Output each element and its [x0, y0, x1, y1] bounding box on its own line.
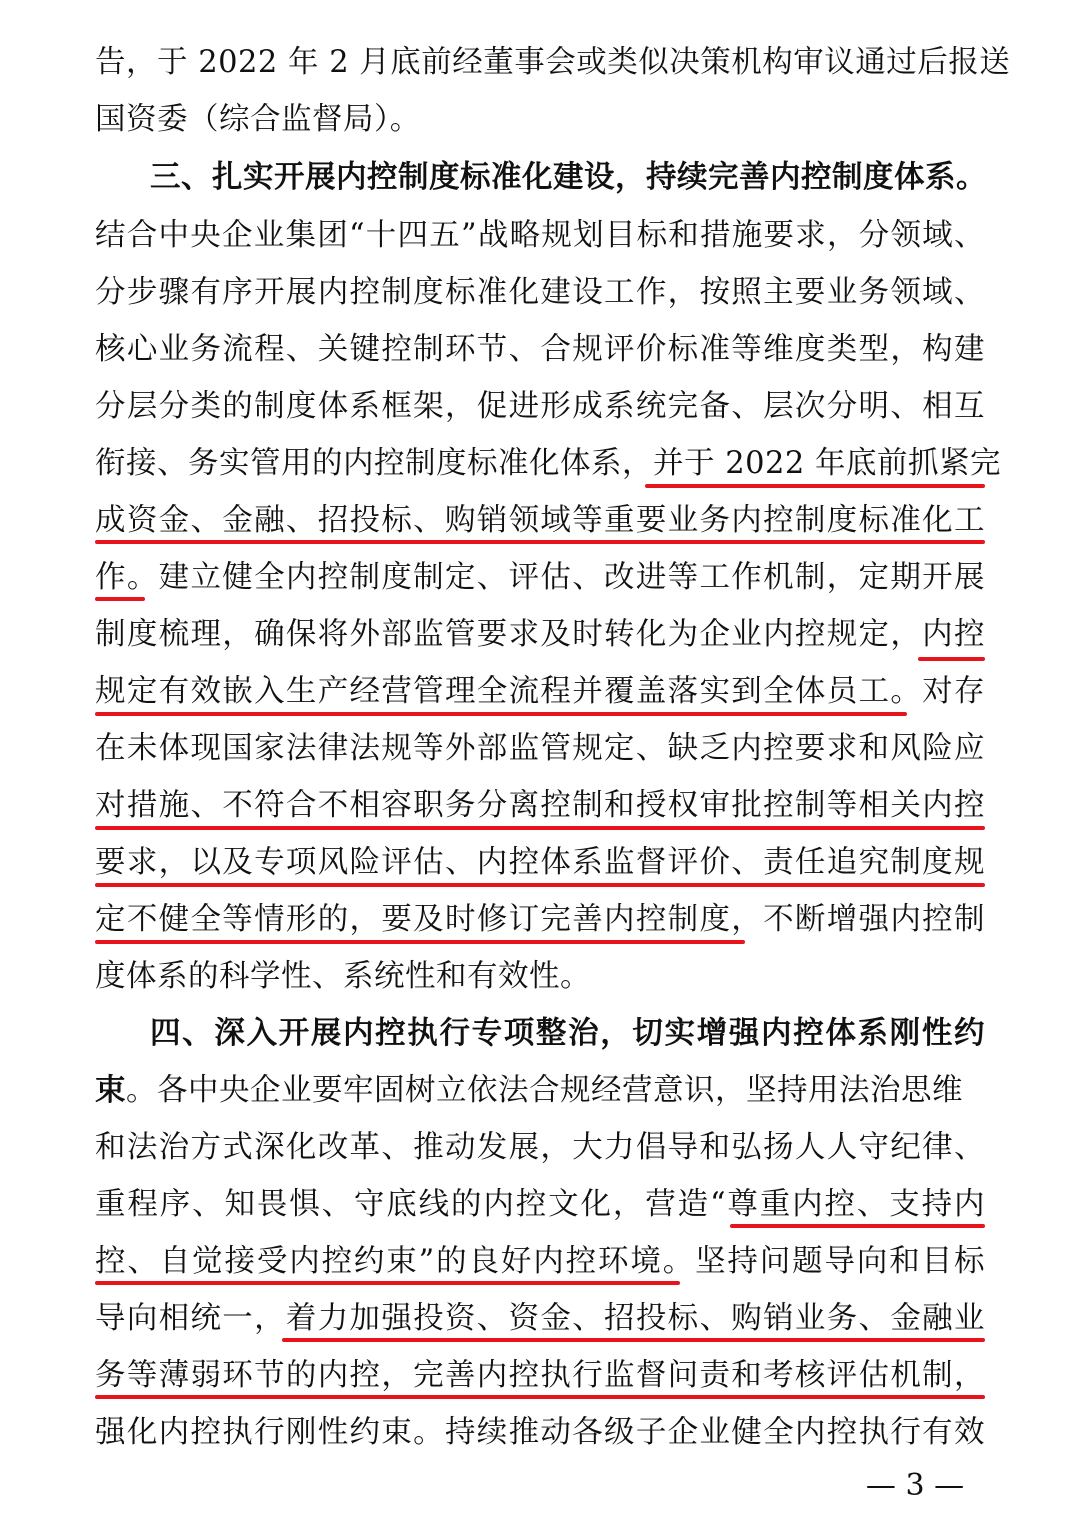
section-heading-4: 四、深入开展内控执行专项整治，切实增强内控体系刚性约: [150, 1016, 985, 1051]
text-line: 衔接、务实管用的内控制度标准化体系，并于 2022 年底前抓紧完: [95, 446, 1002, 481]
text-line: 控、自觉接受内控约束”的良好内控环境。坚持问题导向和目标: [95, 1244, 985, 1279]
red-underline: [95, 940, 745, 944]
text-line: 重程序、知畏惧、守底线的内控文化，营造“尊重内控、支持内: [95, 1187, 985, 1222]
text-line: 告，于 2022 年 2 月底前经董事会或类似决策机构审议通过后报送: [95, 45, 1011, 80]
red-underline: [730, 1224, 985, 1228]
text-line: 作。建立健全内控制度制定、评估、改进等工作机制，定期开展: [95, 560, 985, 595]
text-line: 度体系的科学性、系统性和有效性。: [95, 959, 591, 994]
red-underline: [95, 1281, 680, 1285]
text-line: 强化内控执行刚性约束。持续推动各级子企业健全内控执行有效: [95, 1415, 985, 1450]
red-underline: [282, 1338, 985, 1342]
text-line: 分层分类的制度体系框架，促进形成系统完备、层次分明、相互: [95, 389, 985, 424]
text-line: 国资委（综合监督局）。: [95, 102, 421, 137]
text-span: 。各中央企业要牢固树立依法合规经营意识，坚持用法治思维: [126, 1073, 963, 1108]
red-underline: [95, 883, 985, 887]
red-underline: [645, 484, 985, 488]
red-underline: [95, 540, 985, 544]
section-heading-3: 三、扎实开展内控制度标准化建设，持续完善内控制度体系。: [150, 160, 987, 195]
text-line: 核心业务流程、关键控制环节、合规评价标准等维度类型，构建: [95, 332, 985, 367]
section-heading-4-end: 束: [95, 1073, 126, 1108]
text-line: 结合中央企业集团“十四五”战略规划目标和措施要求，分领域、: [95, 218, 985, 253]
text-line: 和法治方式深化改革、推动发展，大力倡导和弘扬人人守纪律、: [95, 1130, 985, 1165]
red-underline: [95, 597, 145, 601]
page-number: — 3 —: [865, 1468, 965, 1503]
text-line: 在未体现国家法律法规等外部监管规定、缺乏内控要求和风险应: [95, 731, 985, 766]
text-line: 规定有效嵌入生产经营管理全流程并覆盖落实到全体员工。对存: [95, 674, 985, 709]
red-underline: [918, 657, 985, 661]
text-line-mixed: [95, 1071, 985, 1111]
text-line: 定不健全等情形的，要及时修订完善内控制度，不断增强内控制: [95, 902, 985, 937]
text-line: 对措施、不符合不相容职务分离控制和授权审批控制等相关内控: [95, 788, 985, 823]
red-underline: [95, 826, 985, 830]
text-line: 要求，以及专项风险评估、内控体系监督评价、责任追究制度规: [95, 845, 985, 880]
text-line: 导向相统一，着力加强投资、资金、招投标、购销业务、金融业: [95, 1301, 985, 1336]
text-line: 制度梳理，确保将外部监管要求及时转化为企业内控规定，内控: [95, 617, 985, 652]
text-line: 务等薄弱环节的内控，完善内控执行监督问责和考核评估机制，: [95, 1358, 985, 1393]
text-line: 分步骤有序开展内控制度标准化建设工作，按照主要业务领域、: [95, 275, 985, 310]
red-underline: [95, 712, 907, 716]
text-line: 成资金、金融、招投标、购销领域等重要业务内控制度标准化工: [95, 503, 985, 538]
red-underline: [95, 1395, 985, 1399]
